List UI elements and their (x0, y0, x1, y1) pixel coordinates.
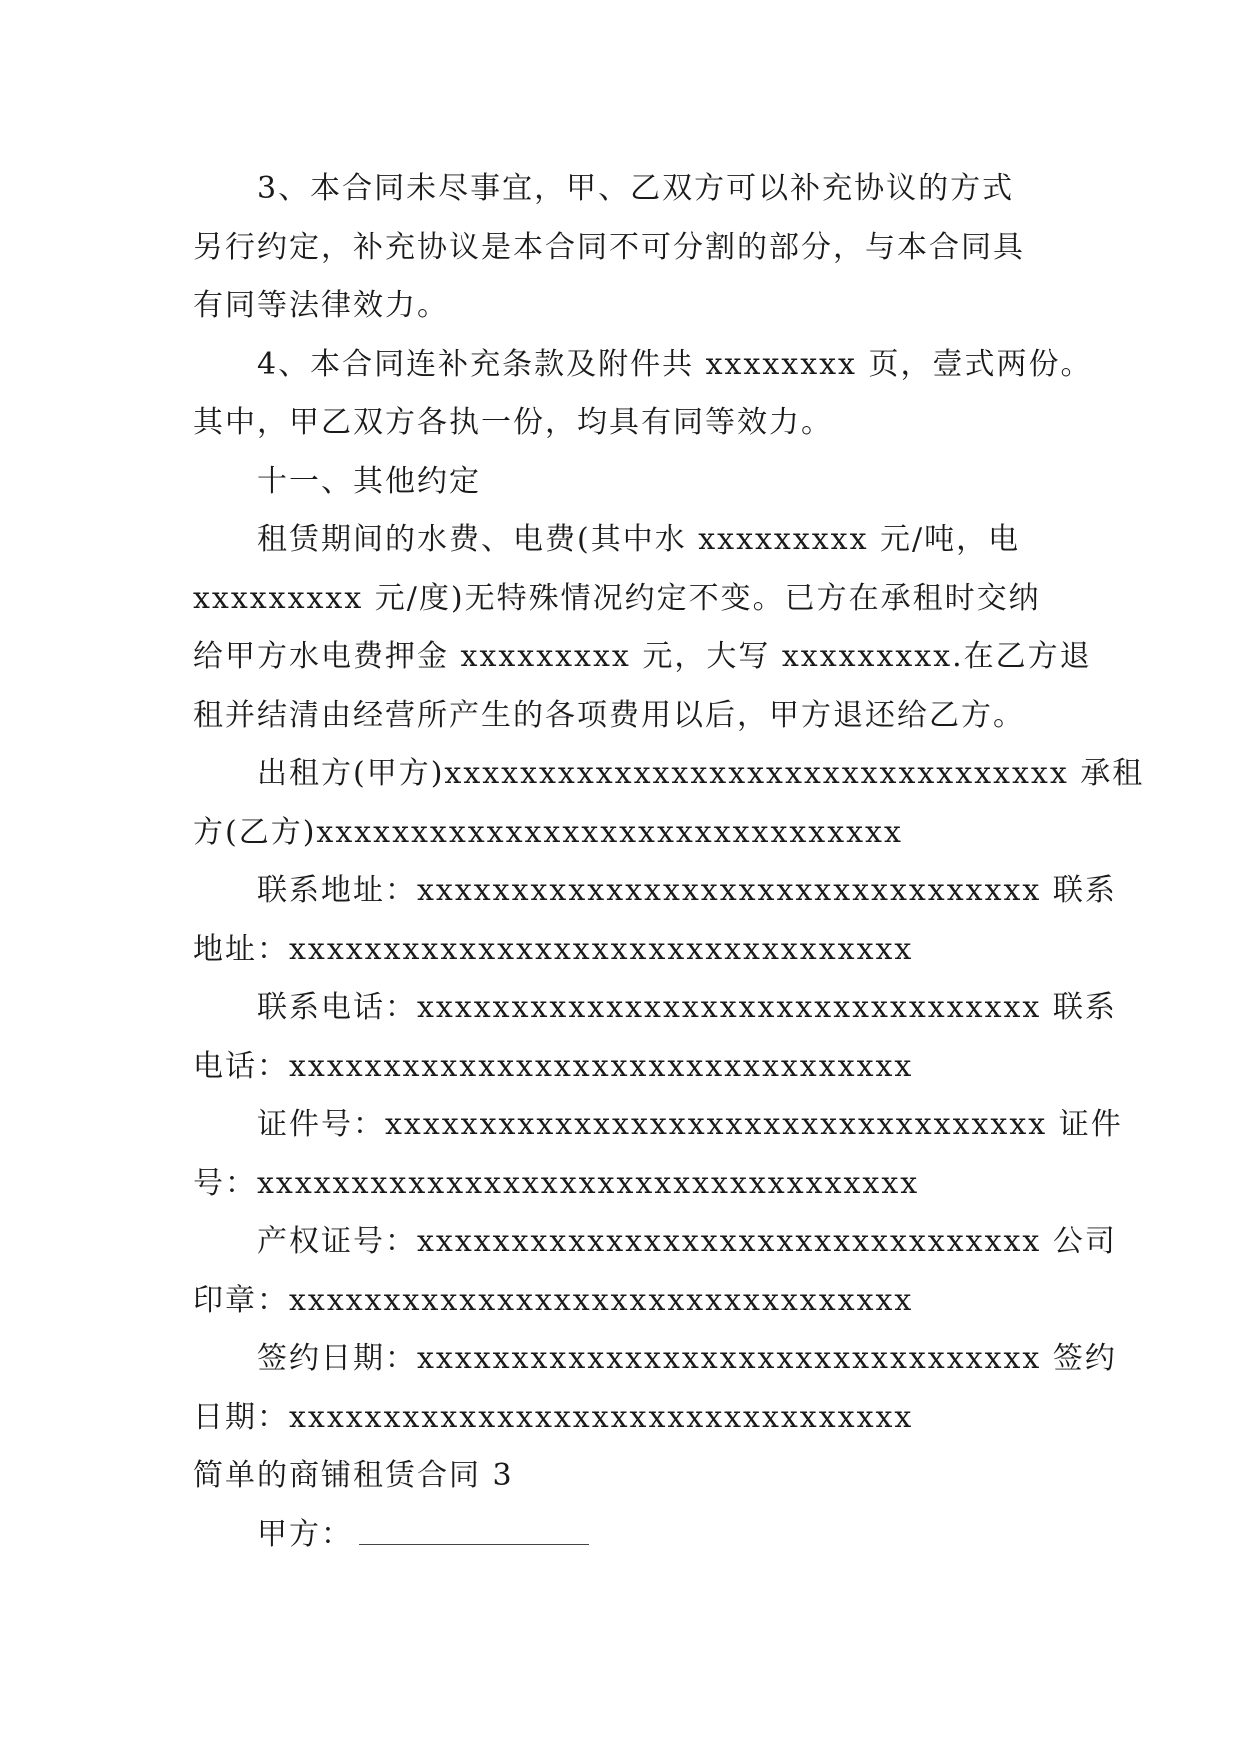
clause-3-line-3: 有同等法律效力。 (193, 288, 449, 323)
signature-line: 产权证号：xxxxxxxxxxxxxxxxxxxxxxxxxxxxxxxxx 公司 (257, 1224, 1117, 1259)
signature-line: 印章：xxxxxxxxxxxxxxxxxxxxxxxxxxxxxxxxx (193, 1282, 914, 1318)
clause-3-line-1: 3、本合同未尽事宜，甲、乙双方可以补充协议的方式 (257, 171, 1015, 206)
clause-3-paragraph (193, 160, 1073, 336)
signature-address (193, 862, 1117, 979)
section-11-paragraph (193, 511, 1092, 745)
signature-line: 日期：xxxxxxxxxxxxxxxxxxxxxxxxxxxxxxxxx (193, 1399, 914, 1435)
section-11-line-4: 租并结清由经营所产生的各项费用以后，甲方退还给乙方。 (193, 697, 1025, 733)
clause-4-line-1: 4、本合同连补充条款及附件共 xxxxxxxx 页，壹式两份。 (257, 346, 1093, 382)
signature-property-cert (193, 1213, 1117, 1330)
party-a-line (193, 1506, 1073, 1565)
clause-3-line-2: 另行约定，补充协议是本合同不可分割的部分，与本合同具 (193, 229, 1025, 265)
signature-line: 电话：xxxxxxxxxxxxxxxxxxxxxxxxxxxxxxxxx (193, 1048, 914, 1084)
signature-line: 方(乙方)xxxxxxxxxxxxxxxxxxxxxxxxxxxxxxx (193, 814, 903, 850)
section-11-line-2: xxxxxxxxx 元/度)无特殊情况约定不变。已方在承租时交纳 (193, 580, 1041, 616)
next-contract-title: 简单的商铺租赁合同 3 (193, 1458, 514, 1493)
signature-line: 联系地址：xxxxxxxxxxxxxxxxxxxxxxxxxxxxxxxxx 联系 (257, 873, 1117, 908)
signature-date (193, 1330, 1117, 1447)
party-a-label: 甲方： (257, 1516, 353, 1552)
signature-line: 号：xxxxxxxxxxxxxxxxxxxxxxxxxxxxxxxxxxx (193, 1165, 920, 1201)
signature-line: 签约日期：xxxxxxxxxxxxxxxxxxxxxxxxxxxxxxxxx 签约 (257, 1341, 1117, 1376)
clause-4-line-2: 其中，甲乙双方各执一份，均具有同等效力。 (193, 405, 833, 440)
section-11-line-3: 给甲方水电费押金 xxxxxxxxx 元，大写 xxxxxxxxx.在乙方退 (193, 639, 1092, 674)
signature-id-number (193, 1096, 1123, 1213)
section-11-heading: 十一、其他约定 (257, 463, 481, 499)
party-a-blank-field (359, 1526, 589, 1545)
signature-line: 联系电话：xxxxxxxxxxxxxxxxxxxxxxxxxxxxxxxxx 联系 (257, 990, 1117, 1025)
section-11-line-1: 租赁期间的水费、电费(其中水 xxxxxxxxx 元/吨，电 (257, 522, 1021, 557)
signature-line: 地址：xxxxxxxxxxxxxxxxxxxxxxxxxxxxxxxxx (193, 931, 914, 967)
document-body (193, 160, 1145, 1564)
signature-line: 出租方(甲方)xxxxxxxxxxxxxxxxxxxxxxxxxxxxxxxxx 承租 (257, 756, 1145, 791)
signature-lessor-lessee (193, 745, 1145, 862)
clause-4-paragraph (193, 336, 1093, 453)
signature-line: 证件号：xxxxxxxxxxxxxxxxxxxxxxxxxxxxxxxxxxx 证件 (257, 1107, 1123, 1142)
signature-phone (193, 979, 1117, 1096)
